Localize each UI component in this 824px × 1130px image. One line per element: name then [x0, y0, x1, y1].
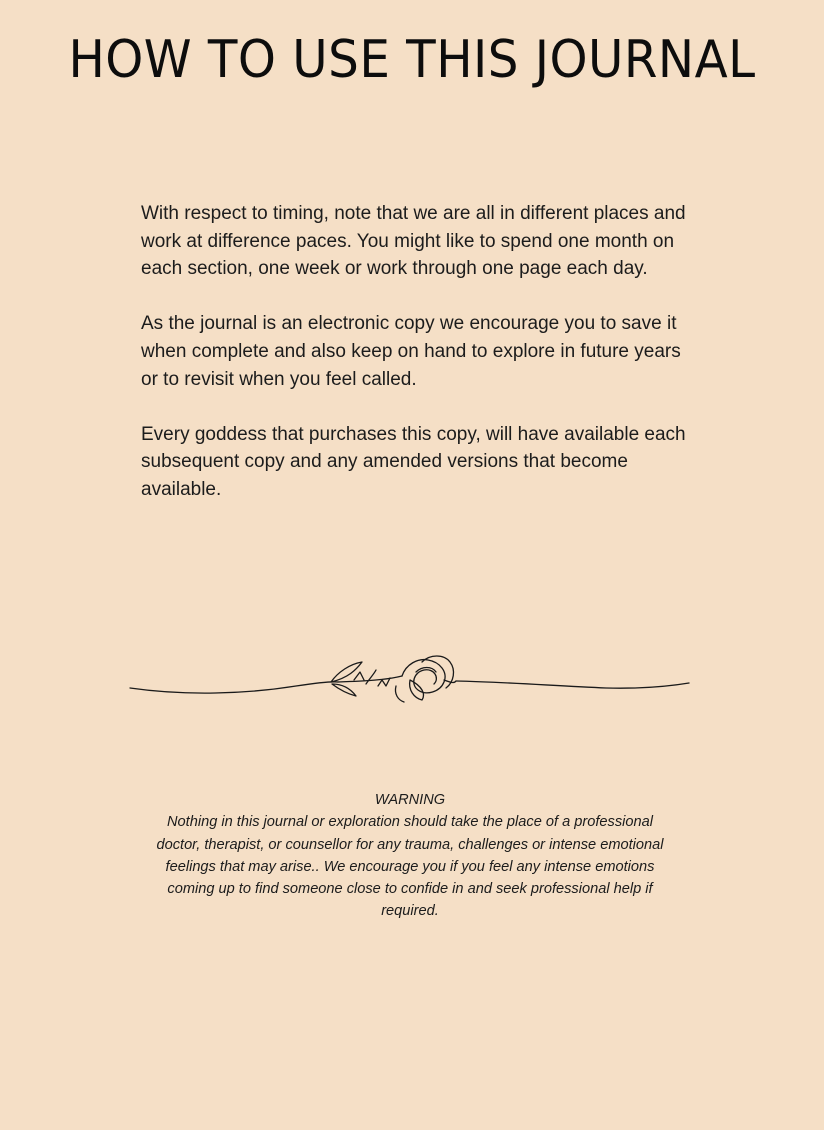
page-title: HOW TO USE THIS JOURNAL: [68, 30, 756, 90]
warning-heading: WARNING: [374, 792, 446, 808]
paragraph-timing: With respect to timing, note that we are all in different places and work at difference paces. You might like to spend one month on each section, one week or work through one page each day.: [141, 203, 686, 280]
paragraph-electronic-copy: As the journal is an electronic copy we encourage you to save it when complete and also keep on hand to explore in future years or to revisit when you feel called.: [141, 313, 681, 390]
warning-text: Nothing in this journal or exploration should take the place of a professional doctor, therapist, or counsellor for any trauma, challenges or intense emotional feelings that may arise.. We encourage you if you feel any intense emotions coming up to find someone close to confide in and seek professional help if required.: [156, 814, 664, 920]
floral-line-art-icon: [126, 650, 694, 706]
body-text: [141, 200, 701, 531]
paragraph-subsequent-copies: Every goddess that purchases this copy, will have available each subsequent copy and any amended versions that become available.: [141, 423, 686, 500]
warning-block: [150, 789, 670, 923]
